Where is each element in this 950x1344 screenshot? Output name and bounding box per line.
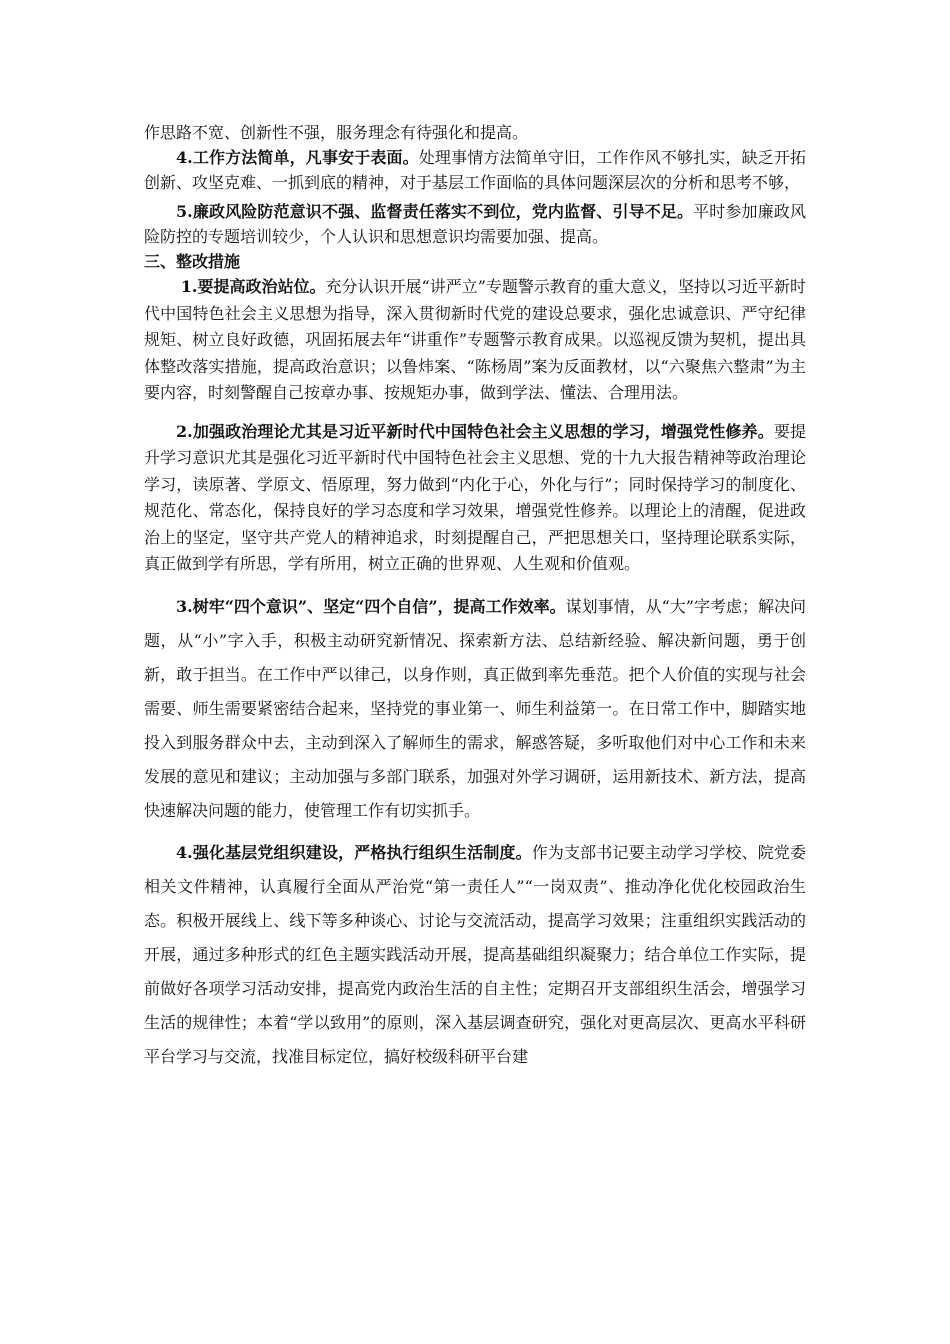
paragraph-lead: 5.廉政风险防范意识不强、监督责任落实不到位，党内监督、引导不足。: [176, 202, 694, 221]
section-measures: [144, 274, 806, 578]
section-measures-continued: [144, 590, 806, 1074]
section-heading: 三、整改措施: [144, 252, 241, 271]
paragraph-lead: 2.加强政治理论尤其是习近平新时代中国特色社会主义思想的学习，增强党性修养。: [176, 421, 774, 441]
paragraph-text: 充分认识开展“讲严立”专题警示教育的重大意义，坚持以习近平新时代中国特色社会主义思想为指导，深入贯彻新时代党的建设总要求，强化忠诚意识、严守纪律规矩、树立良好政德，巩固拓展去年“讲重作”专题警示教育成果。以巡视反馈为契机，提出具体整改落实措施，提高政治意识；以鲁炜案、“陈杨周”案为反面教材，以“六聚焦六整肃”为主要内容，时刻警醒自己按章办事、按规矩办事，做到学法、懂法、合理用法。: [144, 277, 806, 402]
paragraph-lead: 4.强化基层党组织建设，严格执行组织生活制度。: [176, 842, 532, 862]
paragraph-lead: 4.工作方法简单，凡事安于表面。: [176, 148, 419, 167]
section-problems-continued: [144, 120, 806, 249]
paragraph-text: 要提升学习意识尤其是强化习近平新时代中国特色社会主义思想、党的十九大报告精神等政治理论学习，读原著、学原文、悟原理，努力做到“内化于心，外化与行”；同时保持学习的制度化、规范化、常态化，保持良好的学习态度和学习效果，增强党性修养。以理论上的清醒，促进政治上的坚定，坚守共产党人的精神追求，时刻提醒自己，严把思想关口，坚持理论联系实际，真正做到学有所思，学有所用，树立正确的世界观、人生观和价值观。: [144, 421, 806, 573]
paragraph-text: 谋划事情，从“大”字考虑；解决问题，从“小”字入手，积极主动研究新情况、探索新方法、总结新经验、解决新问题，勇于创新，敢于担当。在工作中严以律己，以身作则，真正做到率先垂范。把个人价值的实现与社会需要、师生需要紧密结合起来，坚持党的事业第一、师生利益第一。在日常工作中，脚踏实地投入到服务群众中去，主动到深入了解师生的需求，解惑答疑，多听取他们对中心工作和未来发展的意见和建议；主动加强与多部门联系，加强对外学习调研，运用新技术、新方法，提高快速解决问题的能力，使管理工作有切实抓手。: [144, 596, 806, 820]
paragraph-text: 作思路不宽、创新性不强，服务理念有待强化和提高。: [144, 123, 529, 142]
paragraph-measure-1: [144, 274, 806, 407]
paragraph-text: 作为支部书记要主动学习学校、院党委相关文件精神，认真履行全面从严治党“第一责任人”“一岗双责”、推动净化优化校园政治生态。积极开展线上、线下等多种谈心、讨论与交流活动，提高学习效果；注重组织实践活动的开展，通过多种形式的红色主题实践活动开展，提高基础组织凝聚力；结合单位工作实际，提前做好各项学习活动安排，提高党内政治生活的自主性；定期召开支部组织生活会，增强学习生活的规律性；本着“学以致用”的原则，深入基层调查研究，强化对更高层次、更高水平科研平台学习与交流，找准目标定位，搞好校级科研平台建: [144, 842, 806, 1066]
paragraph-measure-2: [144, 419, 806, 578]
paragraph-measure-3: [144, 590, 806, 828]
paragraph-text: 处理事情方法简单守旧，工作作风不够扎实，缺乏开拓创新、攻坚克难、一抓到底的精神，对于基层工作面临的具体问题深层次的分析和思考不够，: [144, 148, 806, 192]
paragraph-problem-4: [144, 145, 806, 195]
paragraph-continuation: [144, 120, 806, 145]
paragraph-measure-4: [144, 836, 806, 1074]
paragraph-problem-5: [144, 199, 806, 249]
paragraph-text: 平时参加廉政风险防控的专题培训较少，个人认识和思想意识均需要加强、提高。: [144, 202, 806, 246]
paragraph-lead: 1.要提高政治站位。: [180, 277, 326, 296]
paragraph-lead: 3.树牢“四个意识”、坚定“四个自信”，提高工作效率。: [176, 596, 566, 616]
